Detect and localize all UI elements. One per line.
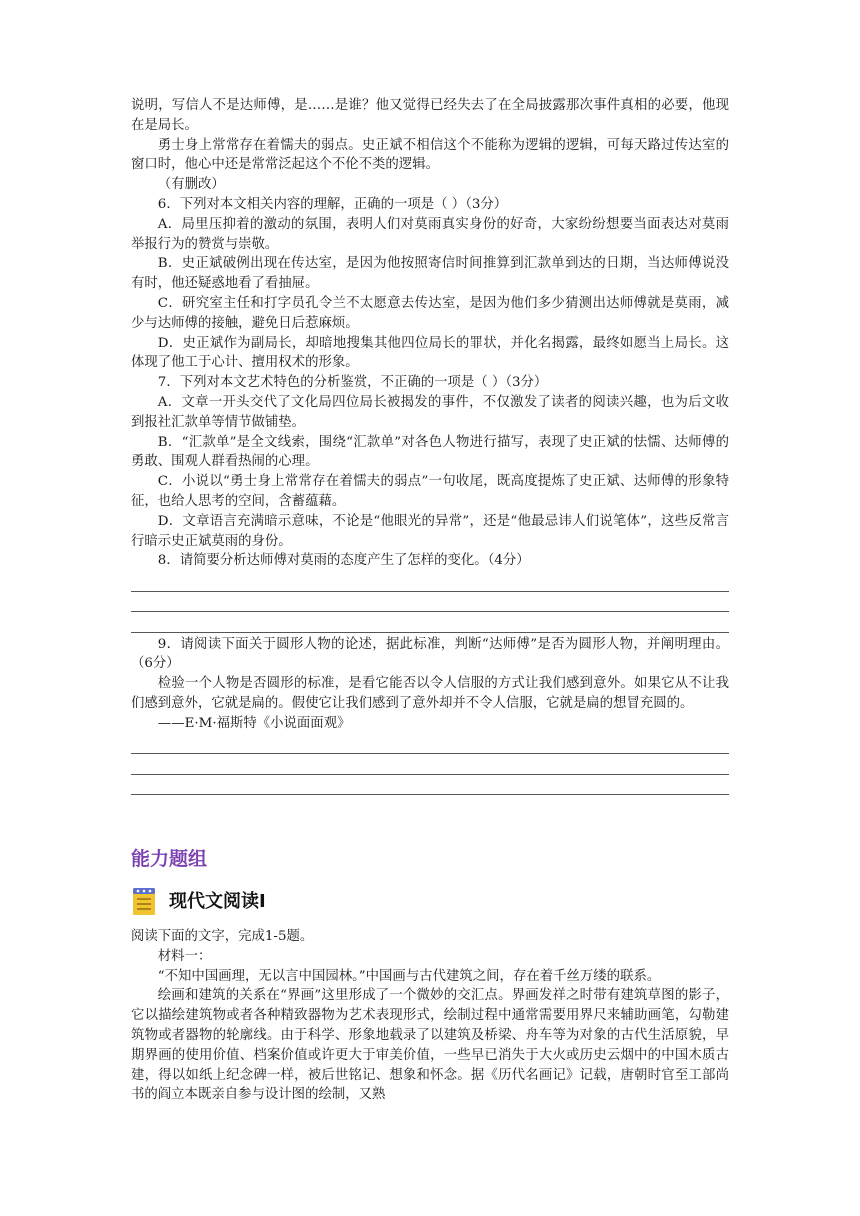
question-7-option-b: B．“汇款单”是全文线索，围绕“汇款单”对各色人物进行描写，表现了史正斌的怯懦、达师傅的勇敢、围观人群看热闹的心理。 [131, 434, 729, 470]
question-6-option-b: B．史正斌破例出现在传达室，是因为他按照寄信时间推算到汇款单到达的日期，当达师傅说没有时，他还疑惑地看了看抽屉。 [131, 256, 729, 292]
question-6-option-a: A．局里压抑着的激动的氛围，表明人们对莫雨真实身份的好奇，大家纷纷想要当面表达对莫雨举报行为的赞赏与崇敬。 [131, 216, 729, 252]
notebook-icon [131, 886, 157, 914]
reading-passage [131, 927, 729, 1105]
answer-line [131, 734, 729, 755]
subsection-heading [131, 886, 266, 914]
question-6-stem: 6．下列对本文相关内容的理解，正确的一项是（ ）（3分） [157, 196, 508, 212]
answer-line [131, 612, 729, 633]
question-7-option-a: A．文章一开头交代了文化局四位局长被揭发的事件，不仅激发了读者的阅读兴趣，也为后文收到报社汇款单等情节做铺垫。 [131, 394, 729, 430]
question-9-quote: 检验一个人物是否圆形的标准，是看它能否以令人信服的方式让我们感到意外。如果它从不让我们感到意外，它就是扁的。假使它让我们感到了意外却并不令人信服，它就是扁的想冒充圆的。 [131, 676, 729, 712]
subsection-title: 现代文阅读Ⅰ [169, 891, 266, 912]
passage-text: 说明，写信人不是达师傅，是……是谁？他又觉得已经失去了在全局披露那次事件真相的必要，他现在是局长。 [131, 98, 729, 133]
passage-text: 勇士身上常常存在着懦夫的弱点。史正斌不相信这个不能称为逻辑的逻辑，可每天路过传达室的窗口时，他心中还是常常泛起这个不伦不类的逻辑。 [131, 137, 729, 173]
material-paragraph: “不知中国画理，无以言中国园林。”中国画与古代建筑之间，存在着千丝万缕的联系。 [157, 968, 661, 984]
document-page [131, 96, 729, 795]
answer-line [131, 592, 729, 613]
question-7-option-d: D．文章语言充满暗示意味，不论是“他眼光的异常”，还是“他最忌讳人们说笔体”，这些反常言行暗示史正斌莫雨的身份。 [131, 513, 729, 549]
answer-line [131, 571, 729, 592]
section-title: 能力题组 [131, 848, 208, 870]
answer-line [131, 754, 729, 775]
question-9-source: ——E·M·福斯特《小说面面观》 [157, 715, 351, 731]
answer-lines-q8 [131, 571, 729, 633]
material-label: 材料一： [157, 948, 212, 964]
question-8-stem: 8．请简要分析达师傅对莫雨的态度产生了怎样的变化。（4分） [157, 553, 530, 569]
question-7-option-c: C．小说以“勇士身上常常存在着懦夫的弱点”一句收尾，既高度提炼了史正斌、达师傅的形象特征，也给人思考的空间，含蓄蕴藉。 [131, 474, 729, 509]
reading-instruction: 阅读下面的文字，完成1-5题。 [131, 929, 314, 944]
question-9-stem: 9．请阅读下面关于圆形人物的论述，据此标准，判断“达师傅”是否为圆形人物，并阐明理由。（6分） [131, 636, 729, 672]
material-paragraph: 绘画和建筑的关系在“界画”这里形成了一个微妙的交汇点。界画发祥之时带有建筑草图的影子，它以描绘建筑物或者各种精致器物为艺术表现形式，绘制过程中通常需要用界尺来辅助画笔，勾勒建筑物或者器物的轮廓线。由于科学、形象地载录了以建筑及桥梁、舟车等为对象的古代生活原貌，早期界画的使用价值、档案价值或许更大于审美价值，一些早已消失于大火或历史云烟中的中国木质古建，得以如纸上纪念碑一样，被后世铭记、想象和怀念。据《历代名画记》记载，唐朝时官至工部尚书的阎立本既亲自参与设计图的绘制，又熟 [131, 988, 729, 1103]
question-6-option-d: D．史正斌作为副局长，却暗地搜集其他四位局长的罪状，并化名揭露，最终如愿当上局长。这体现了他工于心计、擅用权术的形象。 [131, 335, 729, 371]
question-7-stem: 7．下列对本文艺术特色的分析鉴赏，不正确的一项是（ ）（3分） [157, 375, 548, 391]
answer-lines-q9 [131, 734, 729, 796]
answer-line [131, 775, 729, 796]
source-note: （有删改） [157, 177, 225, 193]
question-6-option-c: C．研究室主任和打字员孔令兰不太愿意去传达室，是因为他们多少猜测出达师傅就是莫雨，减少与达师傅的接触，避免日后惹麻烦。 [131, 295, 729, 331]
